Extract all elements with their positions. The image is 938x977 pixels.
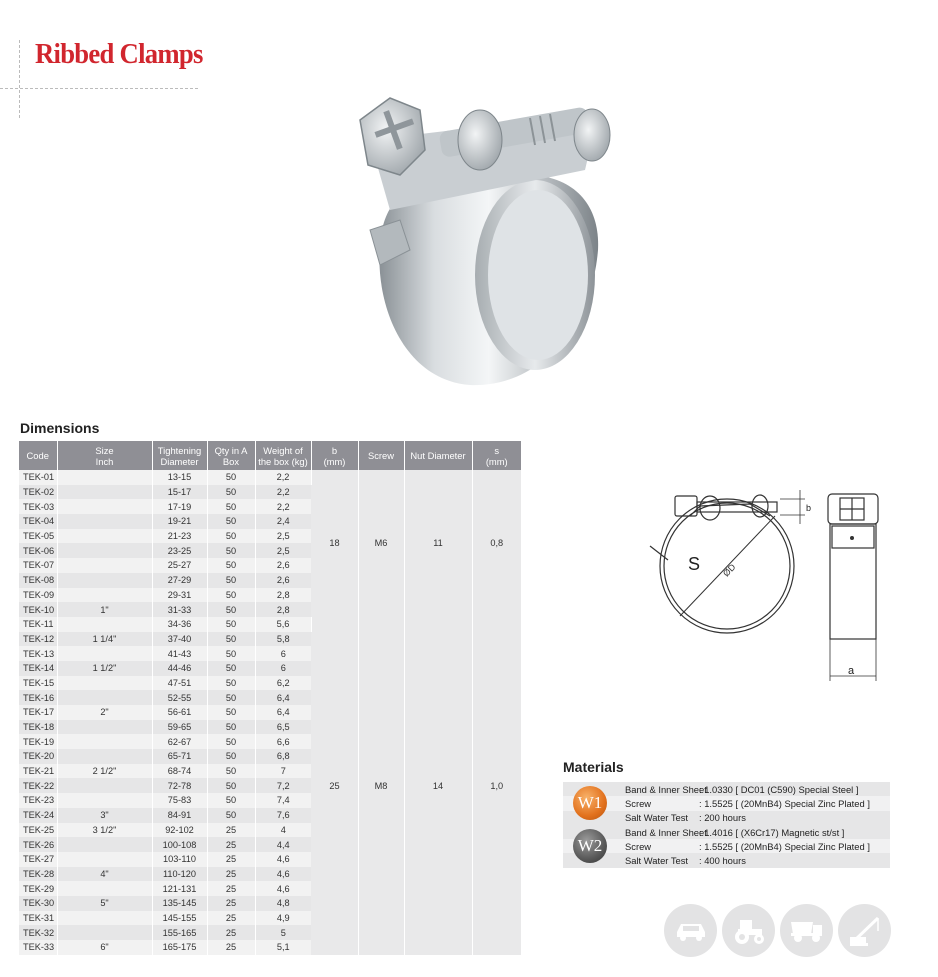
cell-weight: 4,9 <box>255 911 311 926</box>
cell-diameter: 13-15 <box>152 470 207 485</box>
cell-inch: 2" <box>57 705 152 720</box>
cell-qty: 50 <box>207 808 255 823</box>
w2-badge: W2 <box>573 829 607 863</box>
table-row <box>19 470 521 485</box>
cell-qty: 25 <box>207 940 255 955</box>
cell-qty: 50 <box>207 514 255 529</box>
cell-qty: 50 <box>207 778 255 793</box>
cell-qty: 50 <box>207 602 255 617</box>
cell-diameter: 110-120 <box>152 867 207 882</box>
cell-weight: 5,1 <box>255 940 311 955</box>
cell-qty: 50 <box>207 720 255 735</box>
cell-code: TEK-04 <box>19 514 57 529</box>
cell-weight: 2,2 <box>255 470 311 485</box>
cell-inch <box>57 734 152 749</box>
cell-inch: 6" <box>57 940 152 955</box>
material-value: : 1.4016 [ (X6Cr17) Magnetic st/st ] <box>699 826 845 838</box>
cell-inch: 5" <box>57 896 152 911</box>
cell-code: TEK-12 <box>19 632 57 647</box>
cell-diameter: 23-25 <box>152 543 207 558</box>
cell-weight: 6,5 <box>255 720 311 735</box>
cell-weight: 2,2 <box>255 485 311 500</box>
cell-inch: 1 1/2" <box>57 661 152 676</box>
cell-qty: 50 <box>207 690 255 705</box>
cell-code: TEK-27 <box>19 852 57 867</box>
header-screw: Screw <box>358 441 404 470</box>
cell-inch: 4" <box>57 867 152 882</box>
cell-diameter: 44-46 <box>152 661 207 676</box>
cell-diameter: 31-33 <box>152 602 207 617</box>
cell-qty: 50 <box>207 485 255 500</box>
header-b: b (mm) <box>311 441 358 470</box>
cell-inch <box>57 852 152 867</box>
cell-s: 1,0 <box>472 617 521 955</box>
cell-code: TEK-25 <box>19 823 57 838</box>
cell-qty: 50 <box>207 793 255 808</box>
dimensions-table <box>19 441 521 955</box>
cell-qty: 50 <box>207 529 255 544</box>
cell-inch <box>57 617 152 632</box>
cell-qty: 25 <box>207 881 255 896</box>
cell-qty: 25 <box>207 867 255 882</box>
cell-weight: 2,5 <box>255 543 311 558</box>
cell-inch <box>57 470 152 485</box>
crane-icon <box>838 904 891 957</box>
cell-inch: 3" <box>57 808 152 823</box>
materials-heading: Materials <box>563 759 624 775</box>
title-divider-vertical <box>19 40 20 118</box>
cell-diameter: 56-61 <box>152 705 207 720</box>
cell-inch <box>57 690 152 705</box>
cell-diameter: 34-36 <box>152 617 207 632</box>
cell-qty: 50 <box>207 543 255 558</box>
cell-inch: 2 1/2" <box>57 764 152 779</box>
cell-code: TEK-11 <box>19 617 57 632</box>
cell-weight: 4 <box>255 823 311 838</box>
cell-qty: 50 <box>207 558 255 573</box>
header-s: s (mm) <box>472 441 521 470</box>
cell-qty: 25 <box>207 896 255 911</box>
cell-inch <box>57 793 152 808</box>
cell-qty: 25 <box>207 837 255 852</box>
cell-code: TEK-32 <box>19 925 57 940</box>
cell-screw: M8 <box>358 617 404 955</box>
cell-weight: 2,8 <box>255 588 311 603</box>
application-icons <box>664 904 891 957</box>
cell-code: TEK-09 <box>19 588 57 603</box>
cell-code: TEK-16 <box>19 690 57 705</box>
material-row <box>563 825 890 839</box>
material-value: : 400 hours <box>699 855 746 867</box>
cell-weight: 5,8 <box>255 632 311 647</box>
cell-code: TEK-33 <box>19 940 57 955</box>
cell-code: TEK-19 <box>19 734 57 749</box>
header-code: Code <box>19 441 57 470</box>
cell-code: TEK-01 <box>19 470 57 485</box>
material-row <box>563 853 890 867</box>
material-row <box>563 811 890 825</box>
cell-weight: 4,8 <box>255 896 311 911</box>
cell-diameter: 27-29 <box>152 573 207 588</box>
cell-code: TEK-03 <box>19 499 57 514</box>
cell-qty: 50 <box>207 734 255 749</box>
cell-qty: 50 <box>207 676 255 691</box>
drawing-label-s: S <box>688 554 701 574</box>
material-key: Band & Inner Sheet <box>625 826 707 838</box>
cell-qty: 50 <box>207 632 255 647</box>
cell-code: TEK-17 <box>19 705 57 720</box>
cell-code: TEK-05 <box>19 529 57 544</box>
material-row <box>563 796 890 810</box>
header-tightening: Tightening Diameter <box>152 441 207 470</box>
cell-inch <box>57 499 152 514</box>
material-w1 <box>563 782 890 825</box>
cell-code: TEK-07 <box>19 558 57 573</box>
cell-inch <box>57 485 152 500</box>
tractor-icon <box>722 904 775 957</box>
material-row <box>563 782 890 796</box>
page-title: Ribbed Clamps <box>35 38 203 70</box>
material-key: Salt Water Test <box>625 812 689 824</box>
cell-qty: 50 <box>207 588 255 603</box>
materials-table <box>563 782 890 868</box>
cell-inch <box>57 558 152 573</box>
header-size: Size Inch <box>57 441 152 470</box>
drawing-label-a: a <box>848 665 855 677</box>
drawing-label-b: b <box>806 503 812 513</box>
cell-diameter: 19-21 <box>152 514 207 529</box>
cell-qty: 50 <box>207 705 255 720</box>
cell-diameter: 103-110 <box>152 852 207 867</box>
cell-code: TEK-10 <box>19 602 57 617</box>
cell-qty: 50 <box>207 617 255 632</box>
cell-diameter: 155-165 <box>152 925 207 940</box>
clamp-technical-drawing <box>640 466 890 706</box>
cell-code: TEK-30 <box>19 896 57 911</box>
cell-diameter: 135-145 <box>152 896 207 911</box>
material-w2 <box>563 825 890 868</box>
cell-weight: 4,6 <box>255 867 311 882</box>
table-header-row <box>19 441 521 470</box>
cell-inch <box>57 573 152 588</box>
cell-inch <box>57 720 152 735</box>
cell-inch <box>57 588 152 603</box>
dump-truck-icon <box>780 904 833 957</box>
cell-inch <box>57 911 152 926</box>
w1-badge: W1 <box>573 786 607 820</box>
header-nut: Nut Diameter <box>404 441 472 470</box>
cell-weight: 6,6 <box>255 734 311 749</box>
cell-code: TEK-14 <box>19 661 57 676</box>
cell-qty: 50 <box>207 646 255 661</box>
cell-qty: 25 <box>207 911 255 926</box>
cell-code: TEK-18 <box>19 720 57 735</box>
cell-diameter: 72-78 <box>152 778 207 793</box>
cell-weight: 6 <box>255 646 311 661</box>
cell-code: TEK-22 <box>19 778 57 793</box>
cell-diameter: 17-19 <box>152 499 207 514</box>
cell-code: TEK-20 <box>19 749 57 764</box>
cell-code: TEK-26 <box>19 837 57 852</box>
cell-inch <box>57 837 152 852</box>
cell-weight: 2,6 <box>255 573 311 588</box>
cell-b: 18 <box>311 470 358 617</box>
cell-diameter: 29-31 <box>152 588 207 603</box>
cell-diameter: 100-108 <box>152 837 207 852</box>
material-value: : 1.5525 [ (20MnB4) Special Zinc Plated ] <box>699 797 870 809</box>
cell-diameter: 92-102 <box>152 823 207 838</box>
cell-b: 25 <box>311 617 358 955</box>
cell-inch <box>57 514 152 529</box>
car-icon <box>664 904 717 957</box>
cell-nut: 14 <box>404 617 472 955</box>
cell-code: TEK-15 <box>19 676 57 691</box>
cell-diameter: 121-131 <box>152 881 207 896</box>
cell-code: TEK-24 <box>19 808 57 823</box>
cell-inch: 3 1/2" <box>57 823 152 838</box>
cell-weight: 6 <box>255 661 311 676</box>
cell-inch <box>57 925 152 940</box>
header-weight: Weight of the box (kg) <box>255 441 311 470</box>
cell-diameter: 21-23 <box>152 529 207 544</box>
cell-weight: 4,6 <box>255 881 311 896</box>
cell-weight: 6,2 <box>255 676 311 691</box>
cell-qty: 25 <box>207 925 255 940</box>
material-key: Screw <box>625 840 652 852</box>
dimensions-heading: Dimensions <box>20 420 100 436</box>
cell-diameter: 41-43 <box>152 646 207 661</box>
title-divider <box>0 88 198 89</box>
cell-qty: 50 <box>207 470 255 485</box>
material-key: Screw <box>625 797 652 809</box>
material-row <box>563 839 890 853</box>
cell-inch: 1 1/4" <box>57 632 152 647</box>
cell-diameter: 75-83 <box>152 793 207 808</box>
cell-diameter: 84-91 <box>152 808 207 823</box>
cell-code: TEK-31 <box>19 911 57 926</box>
material-value: : 200 hours <box>699 812 746 824</box>
cell-inch <box>57 749 152 764</box>
cell-qty: 50 <box>207 764 255 779</box>
cell-weight: 5,6 <box>255 617 311 632</box>
drawing-label-od: ØD <box>720 561 738 579</box>
cell-weight: 2,6 <box>255 558 311 573</box>
cell-s: 0,8 <box>472 470 521 617</box>
cell-weight: 6,4 <box>255 690 311 705</box>
cell-code: TEK-02 <box>19 485 57 500</box>
cell-weight: 2,5 <box>255 529 311 544</box>
cell-inch: 1" <box>57 602 152 617</box>
cell-diameter: 68-74 <box>152 764 207 779</box>
cell-qty: 50 <box>207 499 255 514</box>
cell-diameter: 52-55 <box>152 690 207 705</box>
cell-code: TEK-13 <box>19 646 57 661</box>
cell-qty: 25 <box>207 852 255 867</box>
cell-inch <box>57 529 152 544</box>
cell-diameter: 37-40 <box>152 632 207 647</box>
material-value: : 1.0330 [ DC01 (C590) Special Steel ] <box>699 783 859 795</box>
cell-diameter: 59-65 <box>152 720 207 735</box>
cell-inch <box>57 543 152 558</box>
header-qty: Qty in A Box <box>207 441 255 470</box>
material-value: : 1.5525 [ (20MnB4) Special Zinc Plated ] <box>699 840 870 852</box>
cell-weight: 6,4 <box>255 705 311 720</box>
cell-inch <box>57 646 152 661</box>
cell-weight: 2,4 <box>255 514 311 529</box>
cell-diameter: 65-71 <box>152 749 207 764</box>
cell-code: TEK-21 <box>19 764 57 779</box>
cell-nut: 11 <box>404 470 472 617</box>
cell-weight: 2,8 <box>255 602 311 617</box>
cell-weight: 6,8 <box>255 749 311 764</box>
cell-diameter: 145-155 <box>152 911 207 926</box>
cell-code: TEK-06 <box>19 543 57 558</box>
cell-qty: 50 <box>207 749 255 764</box>
material-key: Band & Inner Sheet <box>625 783 707 795</box>
cell-weight: 5 <box>255 925 311 940</box>
cell-screw: M6 <box>358 470 404 617</box>
clamp-photo <box>330 80 630 425</box>
cell-code: TEK-08 <box>19 573 57 588</box>
cell-weight: 7,6 <box>255 808 311 823</box>
cell-diameter: 25-27 <box>152 558 207 573</box>
material-key: Salt Water Test <box>625 855 689 867</box>
cell-code: TEK-28 <box>19 867 57 882</box>
cell-diameter: 165-175 <box>152 940 207 955</box>
cell-inch <box>57 778 152 793</box>
cell-weight: 4,4 <box>255 837 311 852</box>
cell-weight: 4,6 <box>255 852 311 867</box>
cell-inch <box>57 881 152 896</box>
cell-qty: 50 <box>207 661 255 676</box>
cell-weight: 2,2 <box>255 499 311 514</box>
cell-weight: 7 <box>255 764 311 779</box>
cell-qty: 50 <box>207 573 255 588</box>
cell-qty: 25 <box>207 823 255 838</box>
cell-diameter: 47-51 <box>152 676 207 691</box>
cell-inch <box>57 676 152 691</box>
cell-diameter: 15-17 <box>152 485 207 500</box>
table-row <box>19 617 521 632</box>
cell-weight: 7,2 <box>255 778 311 793</box>
cell-code: TEK-29 <box>19 881 57 896</box>
cell-weight: 7,4 <box>255 793 311 808</box>
cell-diameter: 62-67 <box>152 734 207 749</box>
cell-code: TEK-23 <box>19 793 57 808</box>
